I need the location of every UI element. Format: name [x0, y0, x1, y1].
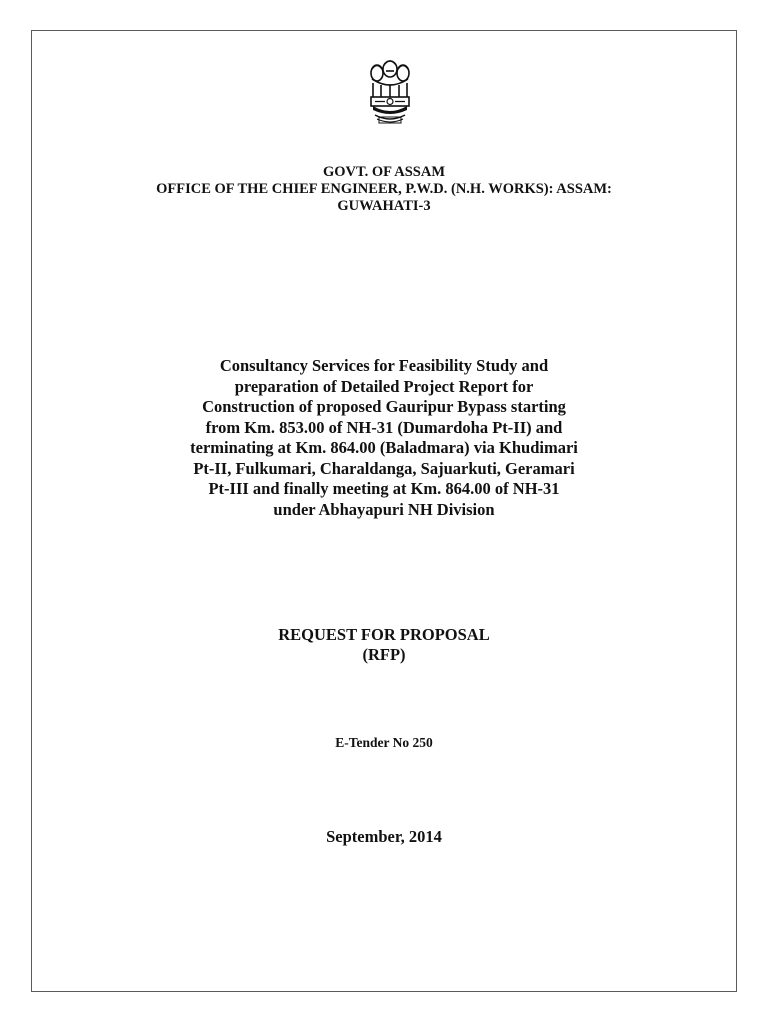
rfp-title: REQUEST FOR PROPOSAL — [278, 625, 490, 644]
subject-line: Pt-III and finally meeting at Km. 864.00 of NH-31 — [208, 479, 560, 498]
tender-number: E-Tender No 250 — [335, 735, 433, 750]
document-page — [31, 30, 737, 992]
rfp-heading — [32, 625, 736, 665]
project-subject — [32, 356, 736, 520]
subject-line: Construction of proposed Gauripur Bypass starting — [202, 397, 566, 416]
subject-line: Pt-II, Fulkumari, Charaldanga, Sajuarkuti, Geramari — [193, 458, 575, 478]
office-header — [32, 164, 736, 215]
subject-line: preparation of Detailed Project Report for — [234, 376, 534, 396]
subject-line: Consultancy Services for Feasibility Study and — [219, 356, 549, 375]
subject-line: from Km. 853.00 of NH-31 (Dumardoha Pt-II) and — [205, 417, 563, 437]
subject-line: under Abhayapuri NH Division — [273, 499, 495, 519]
rfp-abbreviation: (RFP) — [362, 645, 406, 664]
govt-line: GOVT. OF ASSAM — [322, 164, 446, 180]
office-line: OFFICE OF THE CHIEF ENGINEER, P.W.D. (N.H. WORKS): ASSAM: — [156, 181, 612, 197]
state-emblem-icon — [367, 57, 413, 127]
city-line: GUWAHATI-3 — [337, 198, 431, 214]
document-date: September, 2014 — [326, 827, 442, 846]
subject-line: terminating at Km. 864.00 (Baladmara) via Khudimari — [190, 438, 578, 457]
